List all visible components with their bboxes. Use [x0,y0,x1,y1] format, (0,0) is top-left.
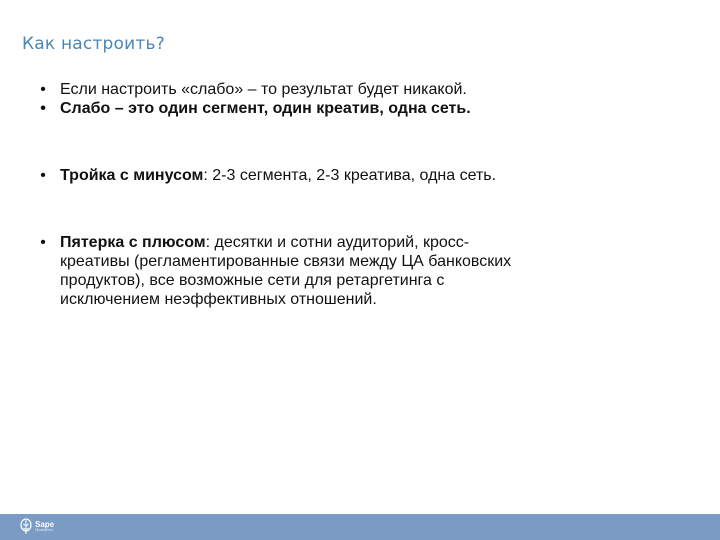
bullet-lead: Тройка с минусом [60,167,204,184]
bullet-list [36,80,536,309]
bullet-text: Слабо – это один сегмент, один креатив, одна сеть. [60,100,471,117]
bullet-lead: Пятерка с плюсом [60,234,206,251]
bullet-item [36,166,520,185]
footer-bar [0,514,720,540]
bullet-text: Если настроить «слабо» – то результат будет никакой. [60,81,467,98]
logo-text [35,521,54,533]
bullet-item [36,80,536,99]
sape-logo-icon [20,518,32,536]
bullet-text: : десятки и сотни аудиторий, кросс-креативы (регламентированные связи между ЦА банковских продуктов), все возможные сети для ретаргетинга с исключением неэффективных отношений. [60,234,512,308]
logo-subtitle: Проверено [35,528,53,533]
bullet-item [36,233,530,309]
sape-logo [20,518,54,536]
bullet-text: : 2-3 сегмента, 2-3 креатива, одна сеть. [203,167,497,184]
bullet-dot: • [40,234,46,251]
slide-title: Как настроить? [22,34,165,54]
bullet-dot: • [40,81,46,98]
bullet-item [36,99,536,118]
bullet-dot: • [40,100,46,117]
bullet-dot: • [40,167,46,184]
logo-name: Sape [35,520,55,530]
